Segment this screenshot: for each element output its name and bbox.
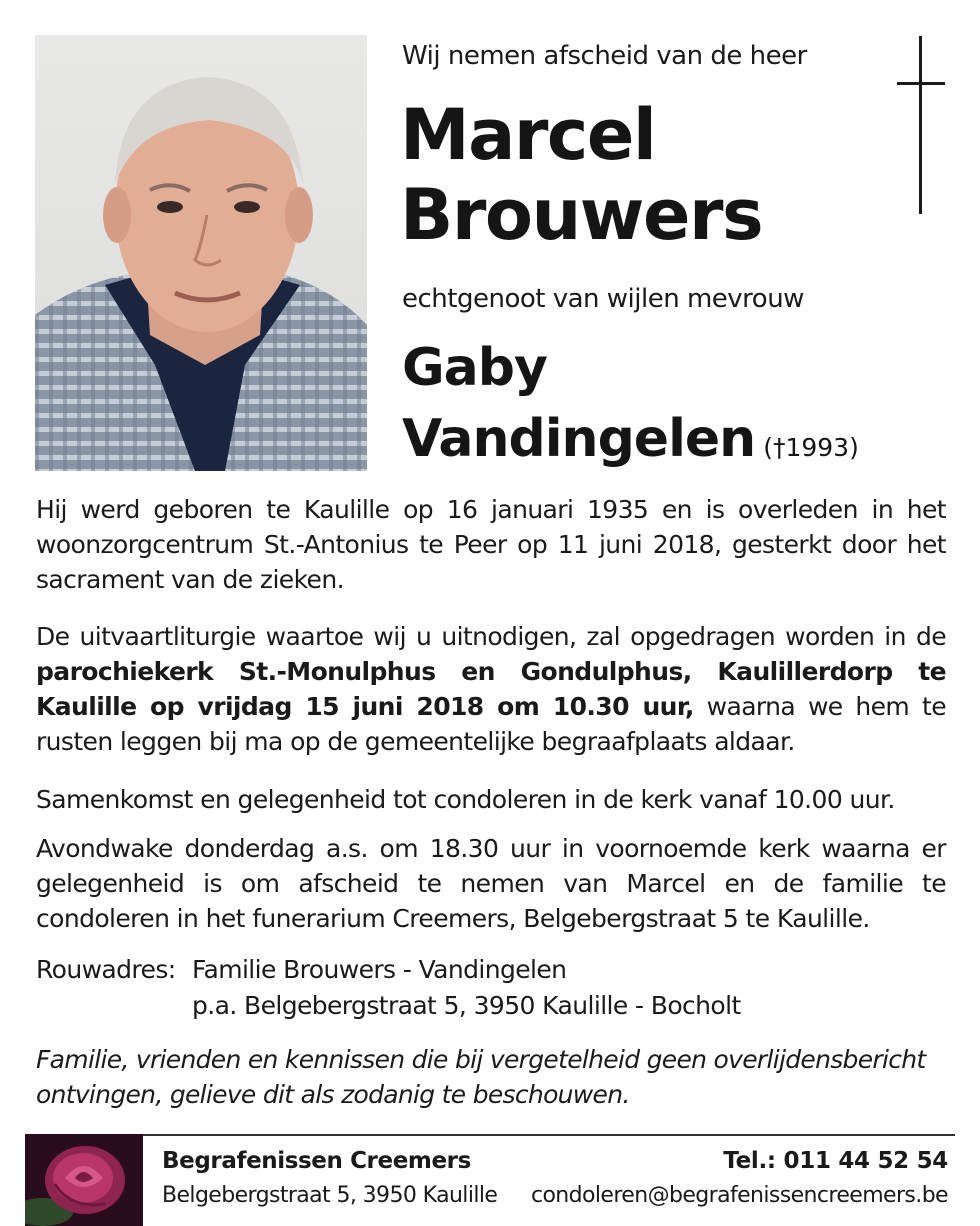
portrait-photo (35, 35, 367, 471)
funeral-location-time: parochiekerk St.-Monulphus en Gondulphus, Kaulillerdorp te Kaulille op vrijdag 15 juni 2018 om 10.30 uur, (36, 657, 946, 721)
funeral-text-start: De uitvaartliturgie waartoe wij u uitnodigen, zal opgedragen worden in de (36, 622, 946, 651)
spouse-death-year: (†1993) (763, 433, 859, 462)
paragraph-birth-death: Hij werd geboren te Kaulille op 16 januari 1935 en is overleden in het woonzorgcentrum St.-Antonius te Peer op 11 juni 2018, gesterkt door het sacrament van de zieken. (36, 495, 946, 594)
funeral-home-email[interactable]: condoleren@begrafenissencreemers.be (530, 1183, 948, 1208)
funeral-home-name: Begrafenissen Creemers (162, 1148, 471, 1174)
intro-text: Wij nemen afscheid van de heer (402, 41, 807, 71)
deceased-last-name: Brouwers (400, 174, 763, 256)
spouse-full-name-line (402, 409, 859, 469)
paragraph-funeral (36, 619, 946, 759)
rouwadres-line-2: p.a. Belgebergstraat 5, 3950 Kaulille - Bocholt (192, 991, 741, 1020)
spouse-last-name: Vandingelen (402, 409, 756, 469)
funeral-home-phone: Tel.: 011 44 52 54 (723, 1148, 948, 1174)
deceased-first-name: Marcel (400, 94, 656, 176)
notice-note: Familie, vrienden en kennissen die bij vergetelheid geen overlijdensbericht ontvingen, gelieve dit als zodanig te beschouwen. (36, 1045, 926, 1109)
rose-image (25, 1134, 143, 1226)
spouse-first-name: Gaby (402, 338, 547, 398)
rouwadres-line-1: Familie Brouwers - Vandingelen (192, 955, 567, 984)
paragraph-condolence: Samenkomst en gelegenheid tot condoleren in de kerk vanaf 10.00 uur. (36, 785, 895, 814)
funeral-home-address: Belgebergstraat 5, 3950 Kaulille (162, 1183, 498, 1208)
paragraph-wake: Avondwake donderdag a.s. om 18.30 uur in voornoemde kerk waarna er gelegenheid is om afscheid te nemen van Marcel en de familie te condoleren in het funerarium Creemers, Belgebergstraat 5 te Kaulille. (36, 834, 946, 933)
rouwadres-label: Rouwadres: (36, 955, 176, 984)
cross-icon (895, 36, 947, 216)
spouse-intro: echtgenoot van wijlen mevrouw (402, 284, 804, 314)
funeral-text-end: waarna we hem te rusten leggen bij ma op de gemeentelijke begraafplaats aldaar. (36, 692, 946, 756)
footer-divider (25, 1134, 955, 1136)
portrait-illustration (35, 35, 367, 471)
rose-illustration (25, 1134, 143, 1226)
